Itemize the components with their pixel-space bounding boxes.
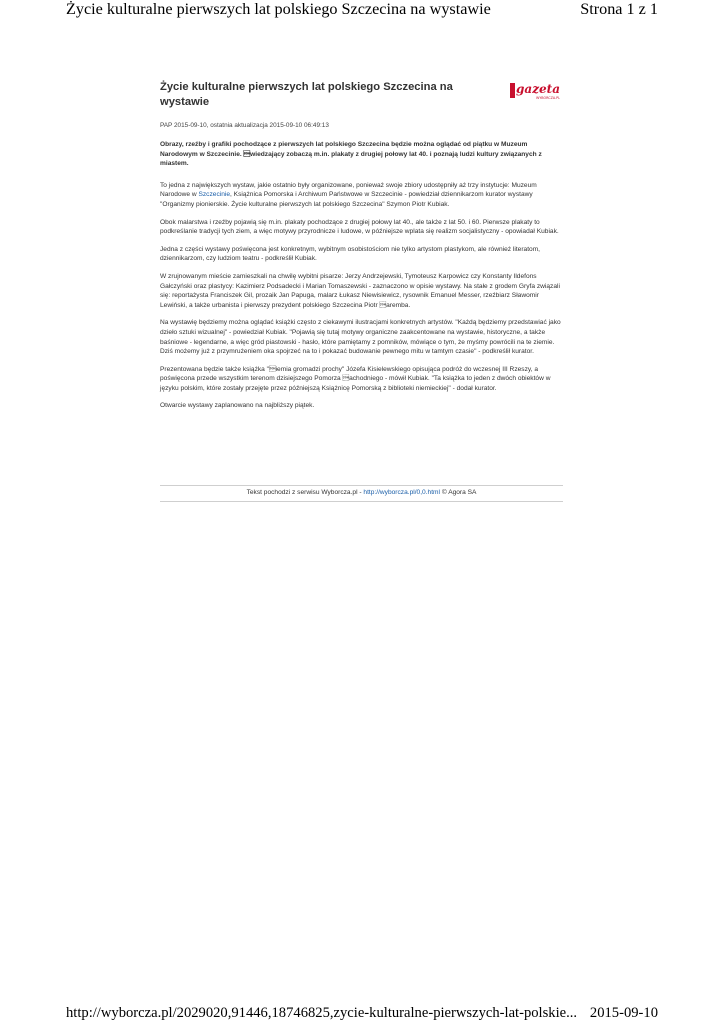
print-footer-url: http://wyborcza.pl/2029020,91446,18746825,zycie-kulturalne-pierwszych-lat-polskie... <box>66 1005 578 1021</box>
article-title: Życie kulturalne pierwszych lat polskiego Szczecina na wystawie <box>160 81 453 108</box>
print-footer <box>0 1005 724 1025</box>
print-header <box>0 0 724 22</box>
paragraph-text: To jedna z największych wystaw, jakie ostatnio były organizowane, ponieważ swoje zbiory udostępniły aż trzy instytucje: Muzeum Narodowe w <box>160 181 537 199</box>
paragraph-text: , Książnica Pomorska i Archiwum Państwowe w Szczecinie - powiedział dziennikarzom kurator wystawy "Organizmy pionierskie. Życie kulturalne pierwszych lat polskiego Szczecina" Szymon Piotr Kubiak. <box>160 191 533 208</box>
article-paragraph-5: Na wystawię będziemy można oglądać książki często z ciekawymi ilustracjami konkretnych artystów. "Każdą będziemy przedstawiać jako dzieło sztuki wizualnej" - powiedział Kubiak. "Pojawią się tutaj motywy organiczne zaakcentowane na wystawie, historyczne, a także baśniowe - legendarne, a więc gród piastowski - hasło, które pamiętamy z pomników, mówiące o tym, że myśmy powrócili na te ziemie. Dziś możemy już z przymrużeniem oka spojrzeć na to i pokazać budowanie pewnego mitu w tamtym czasie" - podkreślił kurator. <box>160 319 561 356</box>
article-paragraph-4: W zrujnowanym mieście zamieszkali na chwilę wybitni pisarze: Jerzy Andrzejewski, Tymoteusz Karpowicz czy Konstanty Ildefons Gałczyński oraz plastycy: Kazimierz Podsadecki i Marian Tomaszewski - zaznaczono w opisie wystawy. Na stałe z grodem Gryfa związali się: reportażysta Franciszek Gil, prozaik Jan Papuga, malarz Łukasz Niewisiewicz, rysownik Emanuel Messer, rzeźbiarz Sławomir Lewiński, a także urbanista i pierwszy prezydent polskiego Szczecina Piotr aremba. <box>160 272 560 309</box>
gazeta-logo-graphic <box>510 81 562 101</box>
wyborcza-link[interactable]: http://wyborcza.pl/0,0.html <box>363 489 441 496</box>
article <box>160 80 563 496</box>
source-attribution <box>160 485 563 502</box>
source-text: Tekst pochodzi z serwisu Wyborcza.pl - <box>246 489 364 496</box>
article-paragraph-1 <box>160 181 563 210</box>
article-lead: Obrazy, rzeźby i grafiki pochodzące z pierwszych lat polskiego Szczecina będzie można oglądać od piątku w Muzeum Narodowym w Szczecinie. wiedzający zobaczą m.in. plakaty z drugiej połowy lat 40. i poznają ludzi kultury związanych z miastem. <box>160 141 542 168</box>
gazeta-wyborcza-logo <box>510 81 562 101</box>
copyright-text: © Agora SA <box>440 489 477 496</box>
print-header-page-number: Strona 1 z 1 <box>580 0 658 18</box>
print-footer-date: 2015-09-10 <box>589 1005 658 1021</box>
article-paragraph-3: Jedna z części wystawy poświęcona jest konkretnym, wybitnym osobistościom nie tylko artystom plastykom, ale również literatom, dziennikarzom, czy ludziom teatru - podkreślił Kubiak. <box>160 245 541 263</box>
article-paragraph-6: Prezentowana będzie także książka "iemia gromadzi prochy" Józefa Kisielewskiego opisująca podróż do wczesnej III Rzeszy, a poświęcona przede wszystkim terenom dzisiejszego Pomorza achodniego - mówił Kubiak. "Ta książka to jeden z dwóch obiektów w języku polskim, które zostały przejęte przez późniejszą Książnicę Pomorską z biblioteki niemieckiej" - dodał kurator. <box>160 365 551 392</box>
print-header-title: Życie kulturalne pierwszych lat polskiego Szczecina na wystawie <box>66 0 491 18</box>
article-paragraph-2: Obok malarstwa i rzeźby pojawią się m.in. plakaty pochodzące z drugiej połowy lat 40., ale także z lat 50. i 60. Pierwsze plakaty to podkreślanie tradycji tych ziem, a więc motywy przyrodnicze i ludowe, w późniejsze wplata się realizm socjalistyczny - opowiadał Kubiak. <box>160 218 559 236</box>
article-byline: PAP 2015-09-10, ostatnia aktualizacja 2015-09-10 06:49:13 <box>160 122 329 129</box>
szczecin-link[interactable]: Szczecinie <box>198 191 231 199</box>
logo-wordmark: gazeta <box>516 81 560 96</box>
logo-red-bar <box>510 83 515 98</box>
article-paragraph-7: Otwarcie wystawy zaplanowano na najbliższy piątek. <box>160 402 315 410</box>
article-header <box>160 80 563 118</box>
logo-subtext: WYBORCZA.PL <box>536 96 561 100</box>
